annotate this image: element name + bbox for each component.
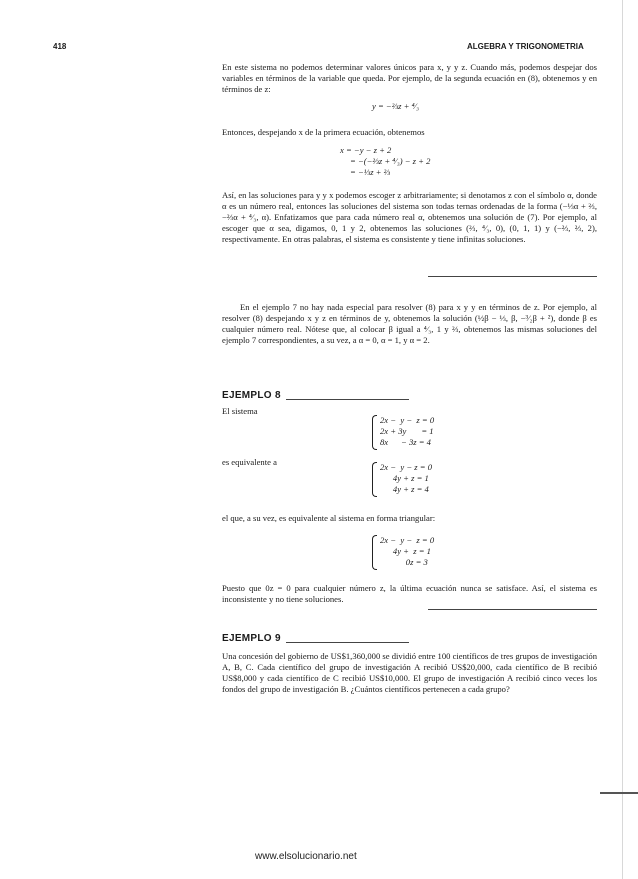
example-9-paragraph <box>222 651 597 695</box>
conclusion-paragraph <box>222 190 597 245</box>
example-9-title-rule <box>286 642 409 643</box>
equation-x-block <box>340 145 430 178</box>
system-1-row-1: 2x − y − z = 0 <box>380 415 435 425</box>
footer-url[interactable]: www.elsolucionario.net <box>255 851 357 862</box>
equation-x-line-3: = −⅓z + ⅔ <box>350 167 391 177</box>
system-3-row-3: 0z = 3 <box>380 557 428 567</box>
label-system <box>222 406 342 417</box>
system-2-brace <box>372 462 377 497</box>
equation-x-line-1: x = −y − z + 2 <box>340 145 392 155</box>
system-1-row-2: 2x + 3y = 1 <box>380 426 434 436</box>
example-9-title: EJEMPLO 9 <box>222 633 281 644</box>
example-8-end-paragraph <box>222 583 597 605</box>
running-title: ALGEBRA Y TRIGONOMETRIA <box>467 42 584 51</box>
system-1 <box>380 415 434 448</box>
page-number: 418 <box>53 42 67 51</box>
example-9-text: Una concesión del gobierno de US$1,360,000 se dividió entre 100 científicos de tres grupos de investigación A, B, C. Cada científico del grupo de investigación A recibió US$20,000, cada científico de B recibió US$8,000 y cada científico de C recibió US$10,000. El grupo de investigación A recibió cinco veces los fondos del grupo de investigación B. ¿Cuántos científicos pertenecen a cada grupo? <box>222 651 597 694</box>
solve-x-text: Entonces, despejando x de la primera ecuación, obtenemos <box>222 127 425 137</box>
system-3-row-2: 4y + z = 1 <box>380 546 431 556</box>
example-8-title: EJEMPLO 8 <box>222 390 281 401</box>
label-system-text: El sistema <box>222 406 258 416</box>
example-8-end-text: Puesto que 0z = 0 para cualquier número z, la última ecuación nunca se satisface. Así, el sistema es inconsistente y no tiene soluciones. <box>222 583 597 604</box>
system-2-row-2: 4y + z = 1 <box>380 473 429 483</box>
scan-edge-mark <box>600 792 638 794</box>
intro-paragraph <box>222 62 597 95</box>
system-2 <box>380 462 432 495</box>
equation-y-line: y = −⅔z + ⁴⁄₃ <box>372 101 420 111</box>
solve-x-paragraph <box>222 127 597 138</box>
equation-x-line-2: = −(−⅔z + ⁴⁄₃) − z + 2 <box>350 156 431 166</box>
section-divider-2 <box>428 609 597 610</box>
label-equivalent-text: es equivalente a <box>222 457 277 467</box>
system-1-brace <box>372 415 377 450</box>
system-3 <box>380 535 434 568</box>
system-2-row-1: 2x − y − z = 0 <box>380 462 433 472</box>
conclusion-text: Así, en las soluciones para y y x podemos escoger z arbitrariamente; si denotamos z con el símbolo α, donde α es un número real, entonces las soluciones del sistema son todas ternas ordenadas de la forma (−⅓α + ⅔, −⅔α + ⁴⁄₃, α). Enfatizamos que para cada número real α, obtenemos una solución de (7). Por ejemplo, al escoger que α sea, digamos, 0, 1 y 2, obtenemos las soluciones (⅔, ⁴⁄₃, 0), (0, 1, 1) y (−⅔, ⅔, 2), respectivamente. En otras palabras, el sistema es consistente y tiene infinitas soluciones. <box>222 190 597 244</box>
system-2-row-3: 4y + z = 4 <box>380 484 429 494</box>
note-paragraph <box>222 302 597 346</box>
system-3-brace <box>372 535 377 570</box>
section-divider <box>428 276 597 277</box>
triangular-paragraph <box>222 513 597 524</box>
intro-text: En este sistema no podemos determinar valores únicos para x, y y z. Cuando más, podemos despejar dos variables en términos de la variable que queda. Por ejemplo, de la segunda ecuación en (8), obtenemos y en términos de z: <box>222 62 597 94</box>
system-3-row-1: 2x − y − z = 0 <box>380 535 435 545</box>
system-1-row-3: 8x − 3z = 4 <box>380 437 431 447</box>
note-text: En el ejemplo 7 no hay nada especial para resolver (8) para x y y en términos de z. Por ejemplo, al resolver (8) despejando x y z en términos de y, obtenemos la solución (½β − ⅓, β, −³⁄₂β + ²), donde β es cualquier número real. Nótese que, al colocar β igual a ⁴⁄₃, 1 y ⅔, obtenemos las mismas soluciones del ejemplo 7 correspondientes, a su vez, a α = 0, α = 1, y α = 2. <box>222 302 597 345</box>
scan-edge-line <box>622 0 623 879</box>
label-equivalent <box>222 457 362 468</box>
example-8-title-rule <box>286 399 409 400</box>
triangular-text: el que, a su vez, es equivalente al sistema en forma triangular: <box>222 513 436 523</box>
equation-y <box>372 101 419 112</box>
